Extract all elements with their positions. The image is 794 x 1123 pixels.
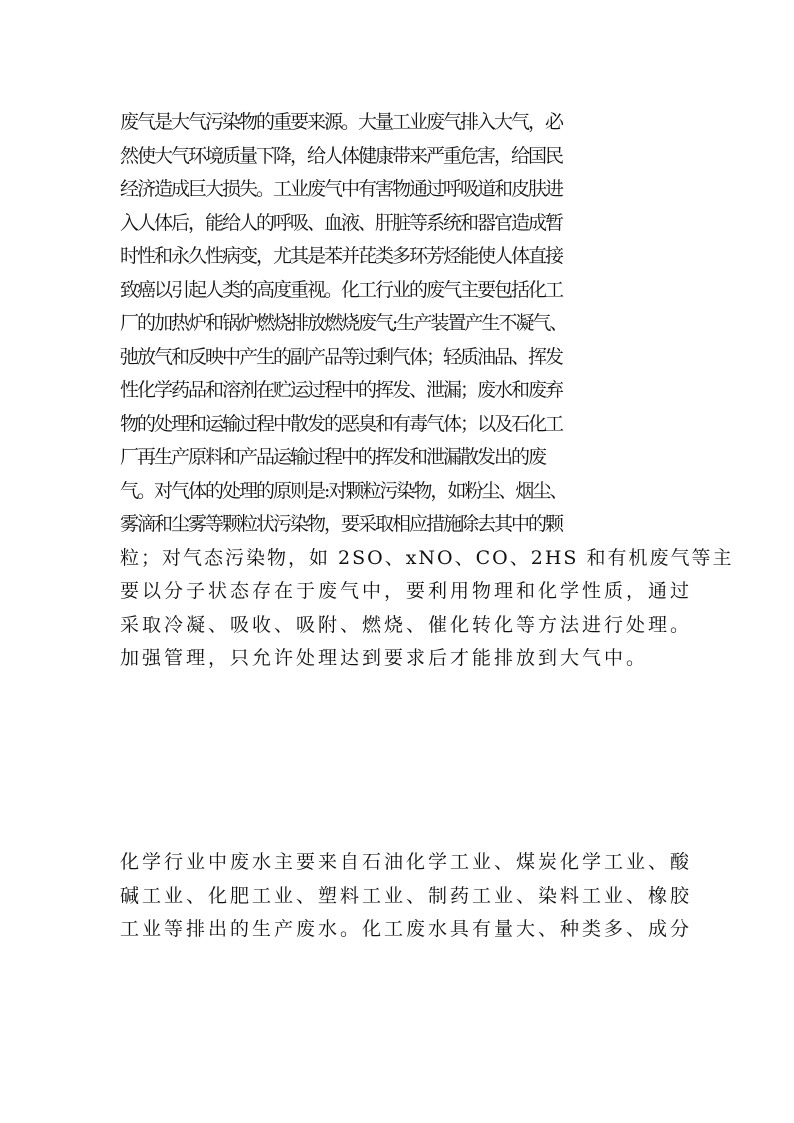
text-line: 入人体后，能给人的呼吸、血液、肝脏等系统和器官造成暂 xyxy=(120,211,563,234)
text-line: 废气是大气污染物的重要来源。大量工业废气排入大气，必 xyxy=(120,111,563,133)
text-line: 加强管理，只允许处理达到要求后才能排放到大气中。 xyxy=(120,647,649,669)
text-line: 工业等排出的生产废水。化工废水具有量大、种类多、成分 xyxy=(120,918,693,940)
paragraph-waste-water xyxy=(120,846,692,947)
text-line: 经济造成巨大损失。工业废气中有害物通过呼吸道和皮肤进 xyxy=(120,178,563,200)
text-line: 时性和永久性病变，尤其是苯并芘类多环芳烃能使人体直接 xyxy=(120,245,563,267)
text-line: 化学行业中废水主要来自石油化学工业、煤炭化学工业、酸 xyxy=(120,851,693,873)
text-line: 要以分子状态存在于废气中，要利用物理和化学性质，通过 xyxy=(120,580,693,602)
text-line: 雾滴和尘雾等颗粒状污染物，要采取相应措施除去其中的颗 xyxy=(120,513,563,535)
paragraph-waste-gas xyxy=(120,106,733,676)
text-line: 采取冷凝、吸收、吸附、燃烧、催化转化等方法进行处理。 xyxy=(120,613,693,636)
text-line: 物的处理和运输过程中散发的恶臭和有毒气体；以及石化工 xyxy=(120,412,563,435)
text-line: 性化学药品和溶剂在贮运过程中的挥发、泄漏；废水和废弃 xyxy=(120,379,563,401)
text-line: 粒；对气态污染物，如 2SO、xNO、CO、2HS 和有机废气等主 xyxy=(120,546,734,569)
text-line: 厂的加热炉和锅炉燃烧排放燃烧废气;生产装置产生不凝气、 xyxy=(120,312,567,334)
text-line: 厂再生产原料和产品运输过程中的挥发和泄漏散发出的废 xyxy=(120,446,546,468)
text-line: 致癌以引起人类的高度重视。化工行业的废气主要包括化工 xyxy=(120,278,563,301)
text-line: 弛放气和反映中产生的副产品等过剩气体；轻质油品、挥发 xyxy=(120,345,563,368)
text-line: 气。对气体的处理的原则是:对颗粒污染物，如粉尘、烟尘、 xyxy=(120,479,567,502)
text-line: 碱工业、化肥工业、塑料工业、制药工业、染料工业、橡胶 xyxy=(120,884,693,907)
text-line: 然使大气环境质量下降，给人体健康带来严重危害，给国民 xyxy=(120,144,563,167)
